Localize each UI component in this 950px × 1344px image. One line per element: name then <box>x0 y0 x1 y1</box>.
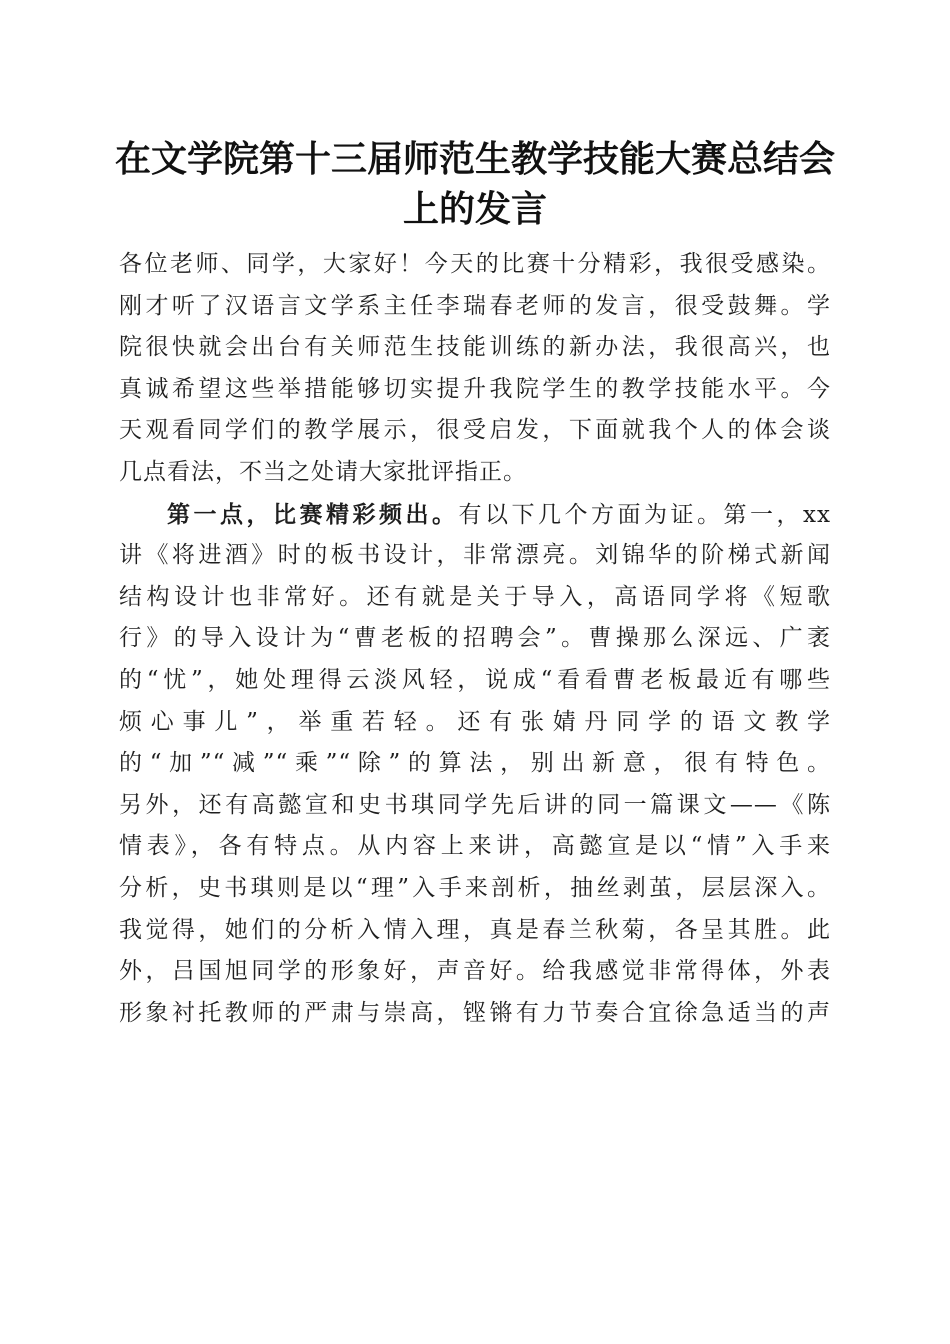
paragraph-2-lead-bold: 第一点，比赛精彩频出。 <box>167 500 459 528</box>
paragraph-1-line-2: 刚才听了汉语言文学系主任李瑞春老师的发言，很受鼓舞。学 <box>119 292 831 319</box>
paragraph-2-line-10: 分析，史书琪则是以“理”入手来剖析，抽丝剥茧，层层深入。 <box>119 874 831 901</box>
title-line-1: 在文学院第十三届师范生教学技能大赛总结会 <box>114 138 835 180</box>
paragraph-2-line-13: 形象衬托教师的严肃与崇高，铿锵有力节奏合宜徐急适当的声 <box>119 999 831 1026</box>
paragraph-2-line-1 <box>119 494 831 536</box>
paragraph-2-line-7: 的“加”“减”“乘”“除”的算法，别出新意，很有特色。 <box>119 750 831 777</box>
paragraph-1-line-4: 真诚希望这些举措能够切实提升我院学生的教学技能水平。今 <box>119 375 831 402</box>
paragraph-2-line-3: 结构设计也非常好。还有就是关于导入，高语同学将《短歌 <box>119 583 831 610</box>
paragraph-1-line-5: 天观看同学们的教学展示，很受启发，下面就我个人的体会谈 <box>119 417 831 444</box>
paragraph-2-line-5: 的“忧”，她处理得云淡风轻，说成“看看曹老板最近有哪些 <box>119 666 831 693</box>
document-title <box>100 134 850 234</box>
paragraph-2-line-11: 我觉得，她们的分析入情入理，真是春兰秋菊，各呈其胜。此 <box>119 916 831 943</box>
paragraph-2-line-6: 烦心事儿”，举重若轻。还有张婧丹同学的语文教学 <box>119 708 831 735</box>
document-body <box>119 244 831 1034</box>
paragraph-1-line-1: 各位老师、同学，大家好！今天的比赛十分精彩，我很受感染。 <box>119 251 831 277</box>
title-line-2: 上的发言 <box>402 188 547 230</box>
paragraph-2-line-8: 另外，还有高懿宣和史书琪同学先后讲的同一篇课文——《陈 <box>119 791 831 818</box>
paragraph-1-line-6: 几点看法，不当之处请大家批评指正。 <box>119 458 527 485</box>
paragraph-2-line-12: 外，吕国旭同学的形象好，声音好。给我感觉非常得体，外表 <box>119 958 831 985</box>
paragraph-1-line-3: 院很快就会出台有关师范生技能训练的新办法，我很高兴，也 <box>119 334 831 361</box>
paragraph-2-line-4: 行》的导入设计为“曹老板的招聘会”。曹操那么深远、广袤 <box>119 625 831 652</box>
paragraph-2-line-2: 讲《将进酒》时的板书设计，非常漂亮。刘锦华的阶梯式新闻 <box>119 542 831 569</box>
paragraph-2-lead-rest: 有以下几个方面为证。第一，xx <box>458 501 831 528</box>
paragraph-2-line-9: 情表》，各有特点。从内容上来讲，高懿宣是以“情”入手来 <box>119 833 831 860</box>
